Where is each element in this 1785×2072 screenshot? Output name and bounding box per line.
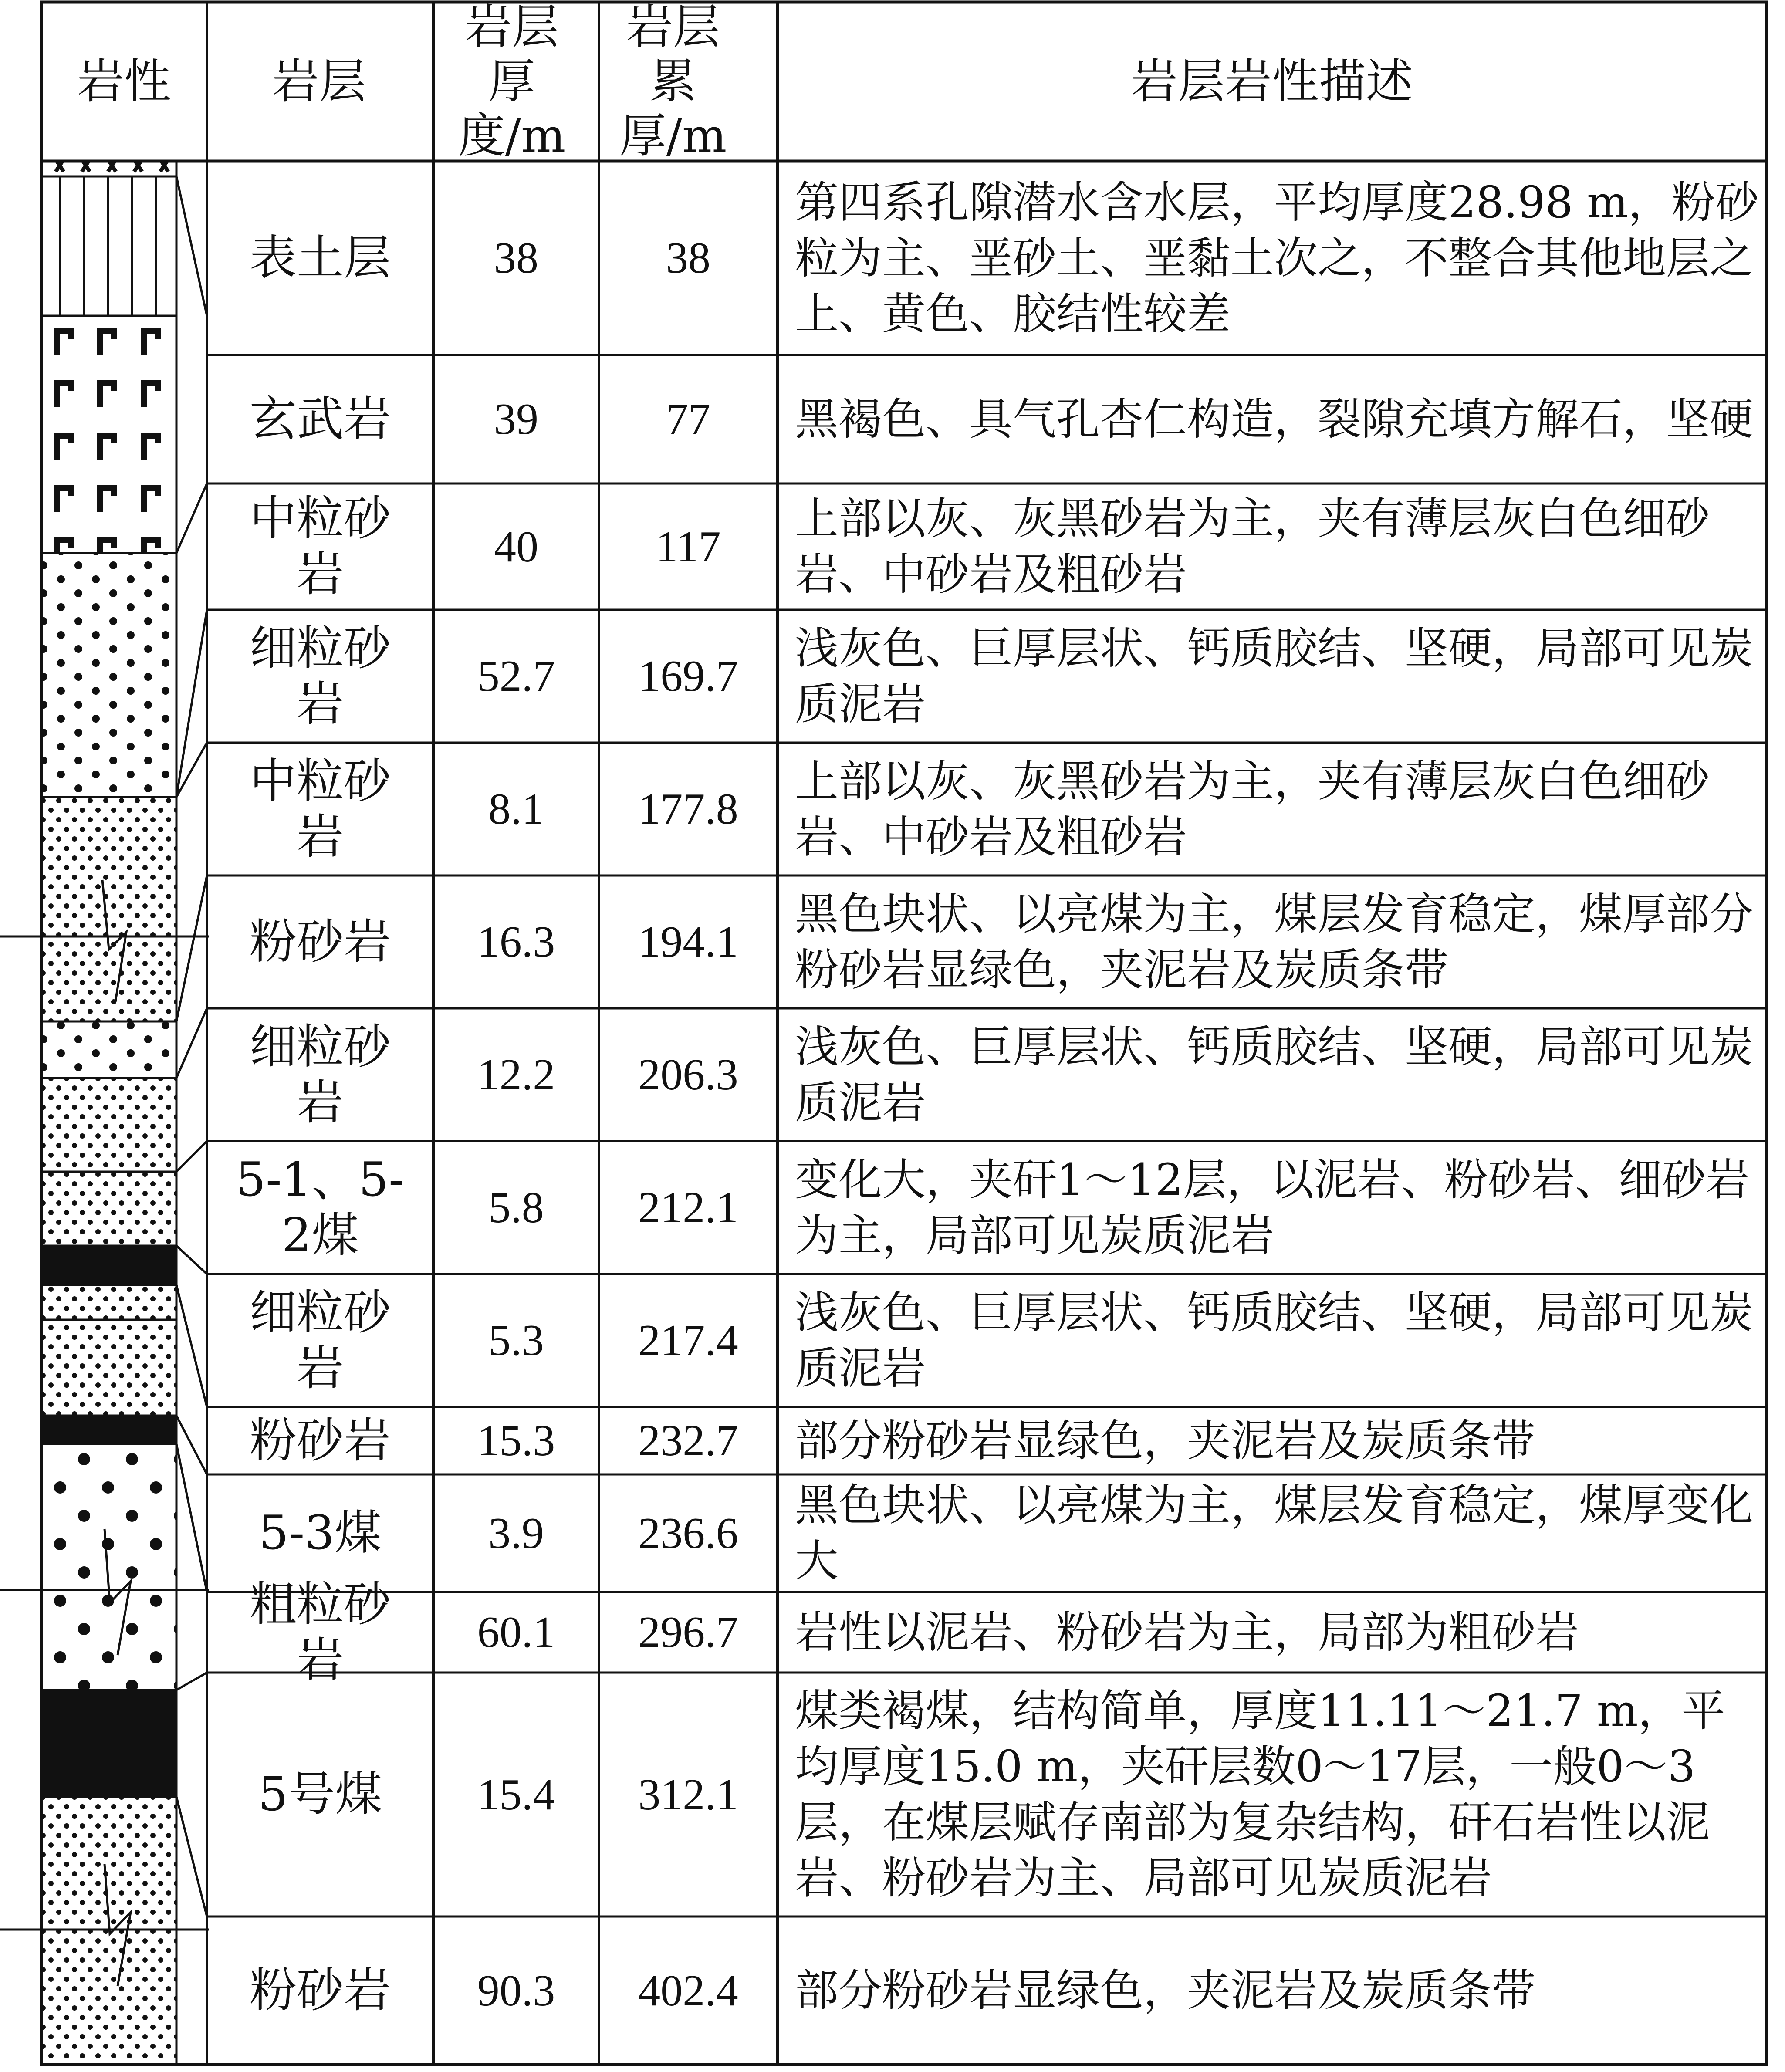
thickness-cell: 39 (494, 395, 538, 444)
stratum-name-cell: 粉砂岩 (249, 1963, 391, 2018)
stratum-name-cell: 表土层 (249, 230, 391, 285)
leader-line (176, 1797, 207, 1917)
stratum-name-cell: 细粒砂岩 (249, 621, 391, 731)
leader-line (176, 176, 207, 316)
cumulative-thickness-cell: 77 (666, 395, 710, 444)
cumulative-thickness-cell: 402.4 (638, 1966, 738, 2015)
stratum-name-cell: 粗粒砂岩 (249, 1577, 391, 1687)
thickness-cell: 40 (494, 522, 538, 571)
cumulative-thickness-cell: 38 (666, 233, 710, 283)
description-cell: 第四系孔隙潜水含水层，平均厚度28.98 m，粉砂粒为主、垩砂土、垩黏土次之，不整合其他地层之上、黄色、胶结性较差 (795, 176, 1759, 339)
leader-line (176, 1673, 207, 1690)
cumulative-thickness-cell: 232.7 (638, 1416, 738, 1465)
cumulative-thickness-cell: 217.4 (638, 1316, 738, 1365)
stratum-name-cell: 5-3煤 (259, 1506, 382, 1560)
column-header-lithology: 岩性 (77, 54, 171, 109)
litho-segment-silt (41, 1172, 176, 1246)
cumulative-thickness-cell: 206.3 (638, 1050, 738, 1099)
description-cell: 煤类褐煤，结构简单，厚度11.11～21.7 m，平均厚度15.0 m，夹矸层数0～17层，一般0～3层，在煤层赋存南部为复杂结构，矸石岩性以泥岩、粉砂岩为主、局部可见炭质泥岩 (795, 1685, 1725, 1903)
thickness-cell: 38 (494, 233, 538, 283)
description-cell: 浅灰色、巨厚层状、钙质胶结、坚硬，局部可见炭质泥岩 (795, 622, 1753, 730)
litho-segment-dots-med (41, 553, 176, 797)
description-cell: 黑色块状、以亮煤为主，煤层发育稳定，煤厚变化大 (795, 1480, 1753, 1586)
leader-line (176, 1285, 207, 1407)
stratum-name-cell: 中粒砂岩 (249, 754, 391, 864)
description-cell: 上部以灰、灰黑砂岩为主，夹有薄层灰白色细砂岩、中砂岩及粗砂岩 (795, 493, 1710, 600)
litho-segment-dots-med (41, 1021, 176, 1078)
cumulative-thickness-cell: 169.7 (638, 652, 738, 701)
litho-segment-silt (41, 1320, 176, 1416)
thickness-cell: 16.3 (477, 917, 555, 967)
leader-line (176, 1246, 207, 1274)
litho-segment-soil (41, 176, 176, 316)
leader-line (176, 483, 207, 553)
leader-line (176, 875, 207, 1021)
cumulative-thickness-cell: 236.6 (638, 1508, 738, 1558)
description-cell: 变化大，夹矸1～12层，以泥岩、粉砂岩、细砂岩为主，局部可见炭质泥岩 (795, 1154, 1749, 1261)
thickness-cell: 15.3 (477, 1416, 555, 1465)
stratum-name-cell: 粉砂岩 (249, 914, 391, 969)
description-cell: 部分粉砂岩显绿色，夹泥岩及炭质条带 (795, 1415, 1535, 1466)
thickness-cell: 8.1 (488, 784, 544, 834)
litho-segment-silt (41, 1285, 176, 1320)
litho-segment-dots-big (41, 1444, 176, 1690)
thickness-cell: 5.3 (488, 1316, 544, 1365)
cumulative-thickness-cell: 177.8 (638, 784, 738, 834)
litho-segment-coal (41, 1246, 176, 1285)
litho-segment-cross (41, 161, 176, 176)
litho-segment-coal (41, 1416, 176, 1444)
column-header-description: 岩层岩性描述 (1130, 54, 1413, 109)
description-cell: 上部以灰、灰黑砂岩为主，夹有薄层灰白色细砂岩、中砂岩及粗砂岩 (795, 755, 1710, 862)
litho-segment-silt (41, 797, 176, 1021)
column-header-stratum: 岩层 (272, 54, 366, 109)
stratum-name-cell: 细粒砂岩 (249, 1019, 391, 1130)
thickness-cell: 15.4 (477, 1770, 555, 1819)
litho-segment-coal (41, 1690, 176, 1797)
description-cell: 浅灰色、巨厚层状、钙质胶结、坚硬，局部可见炭质泥岩 (795, 1287, 1753, 1394)
column-header-cumulative: 岩层累厚/m (619, 0, 727, 163)
description-cell: 黑褐色、具气孔杏仁构造，裂隙充填方解石，坚硬 (795, 393, 1753, 445)
description-cell: 浅灰色、巨厚层状、钙质胶结、坚硬，局部可见炭质泥岩 (795, 1021, 1753, 1128)
stratum-name-cell: 中粒砂岩 (249, 491, 391, 602)
leader-line (176, 1141, 207, 1172)
leader-line (176, 1008, 207, 1078)
cumulative-thickness-cell: 296.7 (638, 1608, 738, 1657)
description-cell: 部分粉砂岩显绿色，夹泥岩及炭质条带 (795, 1965, 1535, 2016)
cumulative-thickness-cell: 117 (656, 522, 721, 571)
stratum-name-cell: 玄武岩 (249, 392, 391, 446)
thickness-cell: 60.1 (477, 1608, 555, 1657)
stratum-name-cell: 5-1、5-2煤 (236, 1152, 405, 1263)
litho-segment-silt (41, 1078, 176, 1172)
thickness-cell: 52.7 (477, 652, 555, 701)
cumulative-thickness-cell: 212.1 (638, 1183, 738, 1232)
column-header-thickness: 岩层厚度/m (458, 0, 566, 163)
description-cell: 岩性以泥岩、粉砂岩为主，局部为粗砂岩 (795, 1606, 1579, 1658)
description-cell: 黑色块状、以亮煤为主，煤层发育稳定，煤厚部分粉砂岩显绿色，夹泥岩及炭质条带 (795, 888, 1753, 995)
thickness-cell: 90.3 (477, 1966, 555, 2015)
cumulative-thickness-cell: 312.1 (638, 1770, 738, 1819)
thickness-cell: 3.9 (488, 1508, 544, 1558)
stratum-name-cell: 细粒砂岩 (249, 1285, 391, 1396)
cumulative-thickness-cell: 194.1 (638, 917, 738, 967)
litho-segment-basalt (41, 316, 176, 553)
stratum-name-cell: 粉砂岩 (249, 1413, 391, 1468)
stratum-name-cell: 5号煤 (258, 1767, 382, 1822)
thickness-cell: 5.8 (488, 1183, 544, 1232)
thickness-cell: 12.2 (477, 1050, 555, 1099)
